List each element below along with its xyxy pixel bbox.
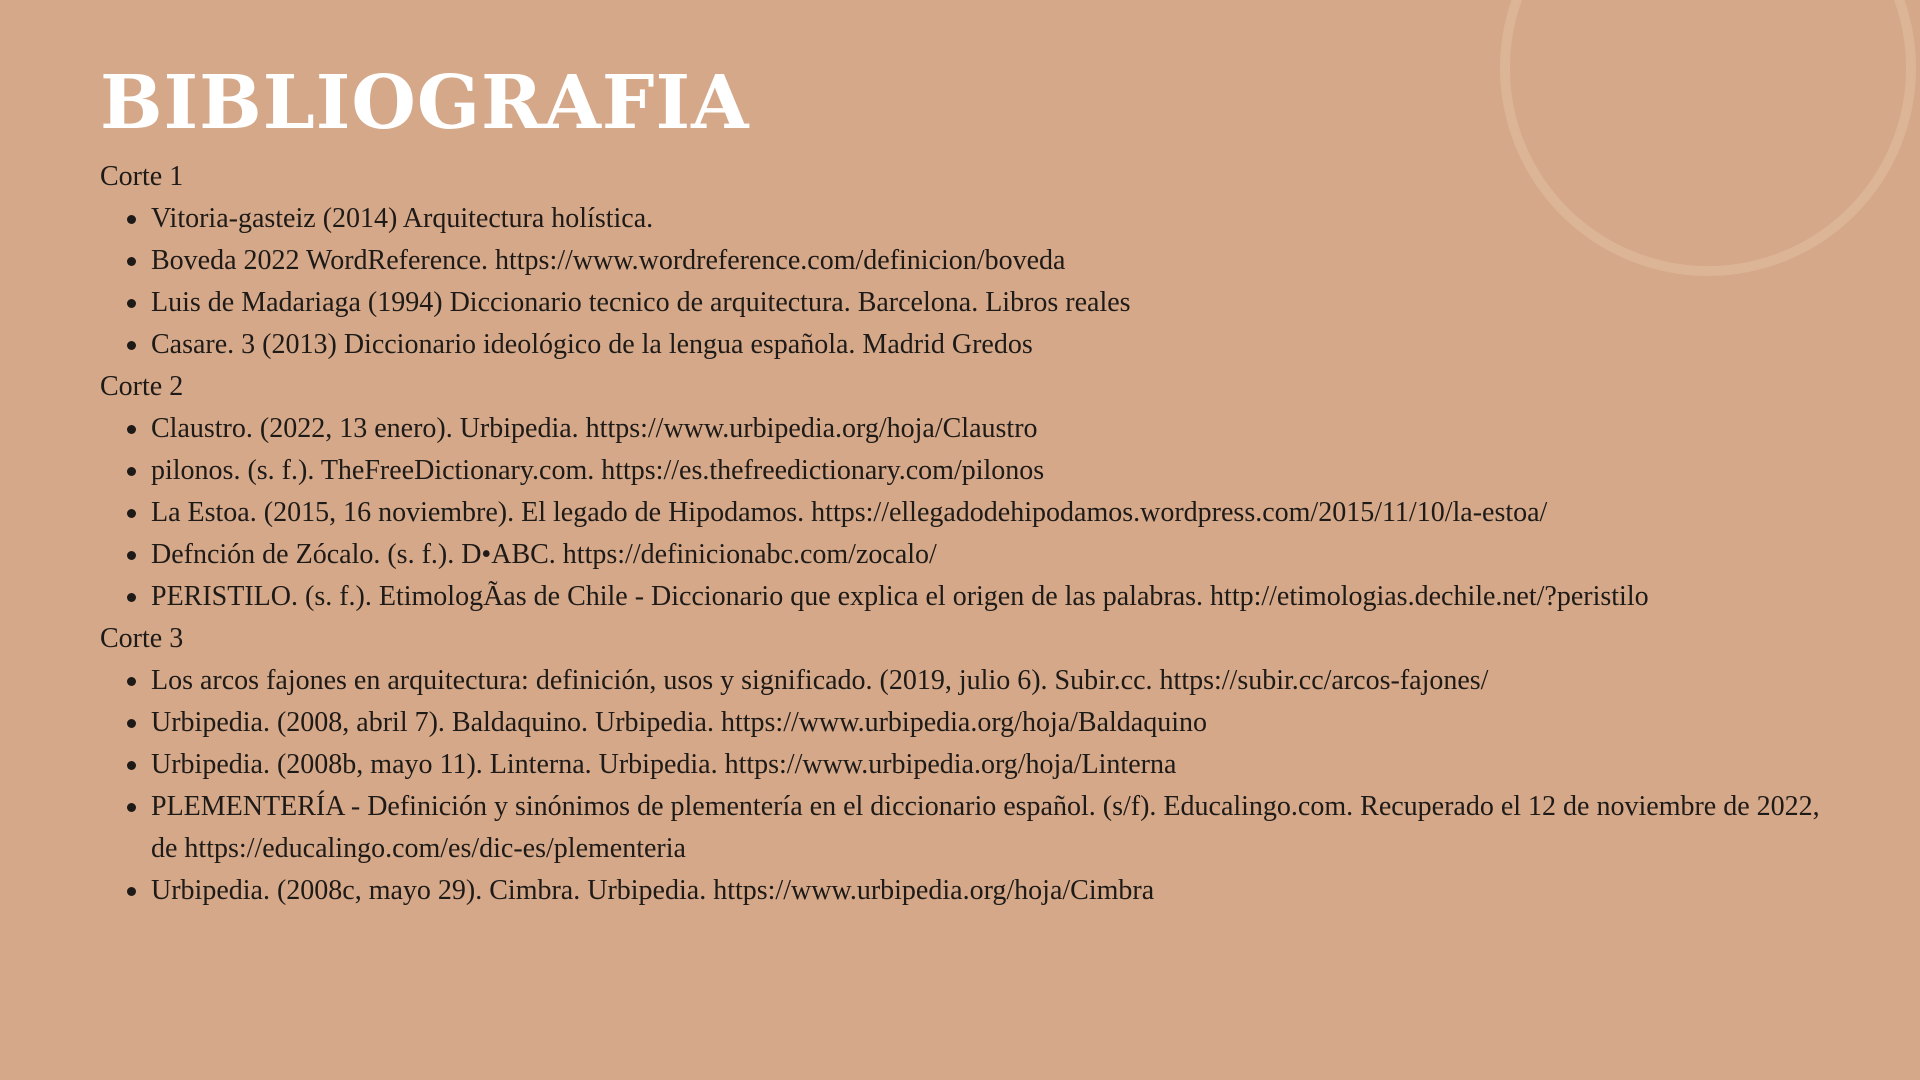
reference-item: Vitoria-gasteiz (2014) Arquitectura holística. [151,198,1820,240]
reference-item: Defnción de Zócalo. (s. f.). D•ABC. https://definicionabc.com/zocalo/ [151,534,1820,576]
reference-list [100,660,1820,912]
reference-item: Boveda 2022 WordReference. https://www.wordreference.com/definicion/boveda [151,240,1820,282]
reference-item: La Estoa. (2015, 16 noviembre). El legado de Hipodamos. https://ellegadodehipodamos.wordpress.com/2015/11/10/la-estoa/ [151,492,1820,534]
section-corte-2 [100,366,1820,618]
reference-item: pilonos. (s. f.). TheFreeDictionary.com. https://es.thefreedictionary.com/pilonos [151,450,1820,492]
section-corte-3 [100,618,1820,912]
reference-item: Los arcos fajones en arquitectura: definición, usos y significado. (2019, julio 6). Subir.cc. https://subir.cc/arcos-fajones/ [151,660,1820,702]
reference-item: Urbipedia. (2008b, mayo 11). Linterna. Urbipedia. https://www.urbipedia.org/hoja/Linterna [151,744,1820,786]
reference-item: Urbipedia. (2008c, mayo 29). Cimbra. Urbipedia. https://www.urbipedia.org/hoja/Cimbra [151,870,1820,912]
reference-item: Urbipedia. (2008, abril 7). Baldaquino. Urbipedia. https://www.urbipedia.org/hoja/Baldaquino [151,702,1820,744]
reference-item: PERISTILO. (s. f.). EtimologÃas de Chile - Diccionario que explica el origen de las palabras. http://etimologias.dechile.net/?peristilo [151,576,1820,618]
reference-item: PLEMENTERÍA - Definición y sinónimos de plementería en el diccionario español. (s/f). Educalingo.com. Recuperado el 12 de noviembre de 2022, de https://educalingo.com/es/dic-es/plementeria [151,786,1820,870]
slide-content [100,60,1820,912]
reference-item: Claustro. (2022, 13 enero). Urbipedia. https://www.urbipedia.org/hoja/Claustro [151,408,1820,450]
section-corte-1 [100,156,1820,366]
reference-list [100,408,1820,618]
reference-item: Luis de Madariaga (1994) Diccionario tecnico de arquitectura. Barcelona. Libros reales [151,282,1820,324]
section-heading: Corte 3 [100,623,184,654]
reference-list [100,198,1820,366]
reference-item: Casare. 3 (2013) Diccionario ideológico de la lengua española. Madrid Gredos [151,324,1820,366]
page-title: BIBLIOGRAFIA [100,60,750,146]
section-heading: Corte 2 [100,371,184,402]
section-heading: Corte 1 [100,161,184,192]
